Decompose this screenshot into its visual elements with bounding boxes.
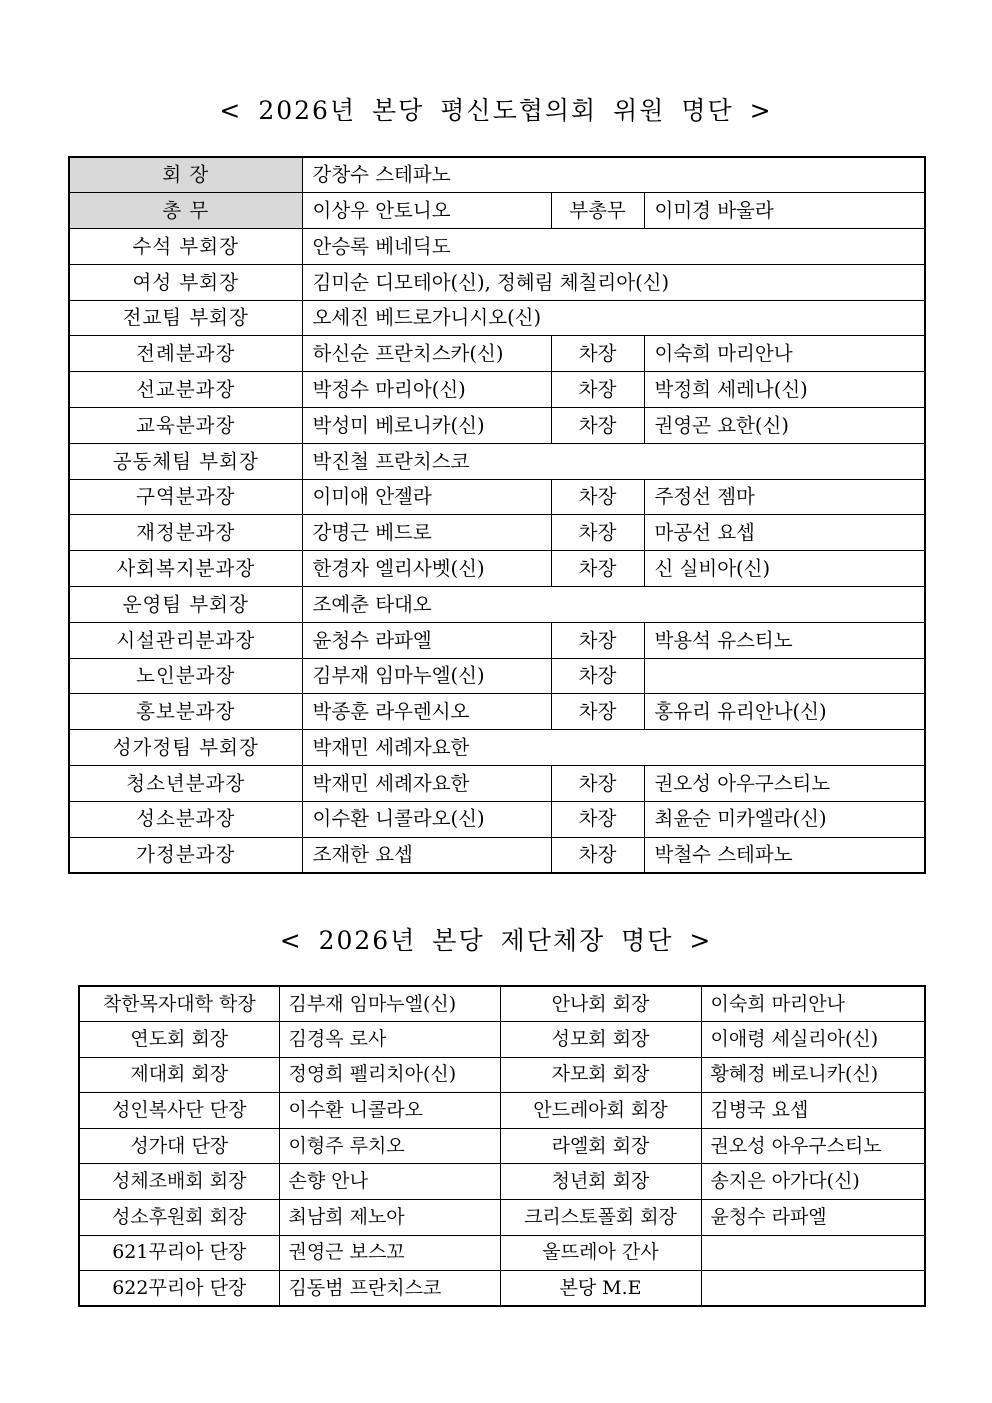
group-leader-name: 이숙희 마리안나 <box>701 986 925 1022</box>
member-name: 김부재 임마누엘(신) <box>302 658 551 694</box>
member-name: 박성미 베로니카(신) <box>302 408 551 444</box>
member-sub-name: 주정선 젬마 <box>644 479 925 515</box>
member-sub-name: 최윤순 미카엘라(신) <box>644 801 925 837</box>
member-name: 안승록 베네딕도 <box>302 229 925 265</box>
group-leader-name: 김동범 프란치스코 <box>279 1271 500 1307</box>
group-leader-name: 이애령 세실리아(신) <box>701 1022 925 1058</box>
group-row <box>79 1128 925 1164</box>
group-leaders-table <box>78 985 926 1307</box>
member-row <box>69 658 925 694</box>
member-role: 교육분과장 <box>69 408 302 444</box>
member-row <box>69 587 925 623</box>
member-row <box>69 443 925 479</box>
group-leader-name: 정영희 펠리치아(신) <box>279 1057 500 1093</box>
member-name: 박종훈 라우렌시오 <box>302 694 551 730</box>
member-role: 노인분과장 <box>69 658 302 694</box>
member-row <box>69 193 925 229</box>
member-row <box>69 157 925 193</box>
group-leader-name: 윤청수 라파엘 <box>701 1200 925 1236</box>
group-row <box>79 1022 925 1058</box>
council-members-table <box>68 156 926 874</box>
member-sub-name <box>644 658 925 694</box>
member-role: 사회복지분과장 <box>69 551 302 587</box>
member-role: 청소년분과장 <box>69 766 302 802</box>
member-name: 이상우 안토니오 <box>302 193 551 229</box>
member-role: 수석 부회장 <box>69 229 302 265</box>
member-role: 홍보분과장 <box>69 694 302 730</box>
member-name: 조재한 요셉 <box>302 837 551 873</box>
group-title: 라엘회 회장 <box>500 1128 701 1164</box>
member-sub-role: 차장 <box>551 694 644 730</box>
group-leader-name: 권영근 보스꼬 <box>279 1235 500 1271</box>
member-sub-name: 권오성 아우구스티노 <box>644 766 925 802</box>
member-role: 가정분과장 <box>69 837 302 873</box>
member-sub-role: 차장 <box>551 372 644 408</box>
group-title: 621꾸리아 단장 <box>79 1235 279 1271</box>
member-row <box>69 229 925 265</box>
member-row <box>69 372 925 408</box>
member-row <box>69 479 925 515</box>
member-row <box>69 694 925 730</box>
member-name: 윤청수 라파엘 <box>302 622 551 658</box>
group-row <box>79 1271 925 1307</box>
member-sub-role: 차장 <box>551 408 644 444</box>
group-title: 자모회 회장 <box>500 1057 701 1093</box>
member-name: 조예춘 타대오 <box>302 587 925 623</box>
member-role: 공동체팀 부회장 <box>69 443 302 479</box>
group-title: 성가대 단장 <box>79 1128 279 1164</box>
group-leader-name: 김경옥 로사 <box>279 1022 500 1058</box>
member-sub-role: 차장 <box>551 658 644 694</box>
member-name: 박정수 마리아(신) <box>302 372 551 408</box>
member-role: 재정분과장 <box>69 515 302 551</box>
member-row <box>69 408 925 444</box>
group-leader-name: 이형주 루치오 <box>279 1128 500 1164</box>
member-name: 강명근 베드로 <box>302 515 551 551</box>
member-sub-role: 차장 <box>551 515 644 551</box>
group-leader-name: 이수환 니콜라오 <box>279 1093 500 1129</box>
group-leader-name: 최남희 제노아 <box>279 1200 500 1236</box>
group-title: 착한목자대학 학장 <box>79 986 279 1022</box>
member-sub-role: 부총무 <box>551 193 644 229</box>
member-name: 박재민 세례자요한 <box>302 766 551 802</box>
member-row <box>69 837 925 873</box>
member-sub-role: 차장 <box>551 479 644 515</box>
group-leader-name: 황혜정 베로니카(신) <box>701 1057 925 1093</box>
group-title: 본당 M.E <box>500 1271 701 1307</box>
group-row <box>79 986 925 1022</box>
group-title: 성인복사단 단장 <box>79 1093 279 1129</box>
member-role: 운영팀 부회장 <box>69 587 302 623</box>
member-role: 시설관리분과장 <box>69 622 302 658</box>
member-role: 선교분과장 <box>69 372 302 408</box>
group-leader-name: 김병국 요셉 <box>701 1093 925 1129</box>
council-title: < 2026년 본당 평신도협의회 위원 명단 > <box>219 96 773 125</box>
member-row <box>69 300 925 336</box>
group-leader-name <box>701 1235 925 1271</box>
member-role: 성가정팀 부회장 <box>69 730 302 766</box>
group-title: 크리스토폴회 회장 <box>500 1200 701 1236</box>
member-sub-name: 신 실비아(신) <box>644 551 925 587</box>
member-sub-name: 이미경 바울라 <box>644 193 925 229</box>
member-role: 전례분과장 <box>69 336 302 372</box>
group-row <box>79 1164 925 1200</box>
member-row <box>69 515 925 551</box>
member-name: 하신순 프란치스카(신) <box>302 336 551 372</box>
member-name: 강창수 스테파노 <box>302 157 925 193</box>
member-sub-name: 박철수 스테파노 <box>644 837 925 873</box>
member-sub-name: 이숙희 마리안나 <box>644 336 925 372</box>
group-title: 안드레아회 회장 <box>500 1093 701 1129</box>
member-sub-role: 차장 <box>551 801 644 837</box>
group-title: 울뜨레아 간사 <box>500 1235 701 1271</box>
group-row <box>79 1057 925 1093</box>
member-role: 회 장 <box>69 157 302 193</box>
member-sub-role: 차장 <box>551 336 644 372</box>
group-leader-name: 송지은 아가다(신) <box>701 1164 925 1200</box>
member-name: 이미애 안젤라 <box>302 479 551 515</box>
group-leader-name: 권오성 아우구스티노 <box>701 1128 925 1164</box>
member-row <box>69 766 925 802</box>
member-sub-name: 마공선 요셉 <box>644 515 925 551</box>
group-title: 안나회 회장 <box>500 986 701 1022</box>
member-name: 박진철 프란치스코 <box>302 443 925 479</box>
member-row <box>69 730 925 766</box>
member-sub-role: 차장 <box>551 837 644 873</box>
member-name: 한경자 엘리사벳(신) <box>302 551 551 587</box>
group-leader-name: 손향 안나 <box>279 1164 500 1200</box>
member-name: 박재민 세례자요한 <box>302 730 925 766</box>
group-title: 성모회 회장 <box>500 1022 701 1058</box>
member-row <box>69 801 925 837</box>
member-role: 총 무 <box>69 193 302 229</box>
member-sub-role: 차장 <box>551 766 644 802</box>
member-row <box>69 551 925 587</box>
member-sub-name: 박정희 세레나(신) <box>644 372 925 408</box>
member-role: 전교팀 부회장 <box>69 300 302 336</box>
groups-title: < 2026년 본당 제단체장 명단 > <box>279 926 713 955</box>
group-row <box>79 1235 925 1271</box>
group-title: 622꾸리아 단장 <box>79 1271 279 1307</box>
group-title: 제대회 회장 <box>79 1057 279 1093</box>
member-sub-role: 차장 <box>551 551 644 587</box>
group-title: 성체조배회 회장 <box>79 1164 279 1200</box>
member-sub-role: 차장 <box>551 622 644 658</box>
member-role: 여성 부회장 <box>69 264 302 300</box>
group-leader-name: 김부재 임마누엘(신) <box>279 986 500 1022</box>
group-title: 성소후원회 회장 <box>79 1200 279 1236</box>
group-row <box>79 1093 925 1129</box>
member-row <box>69 264 925 300</box>
member-row <box>69 336 925 372</box>
member-sub-name: 홍유리 유리안나(신) <box>644 694 925 730</box>
group-title: 청년회 회장 <box>500 1164 701 1200</box>
member-role: 성소분과장 <box>69 801 302 837</box>
member-role: 구역분과장 <box>69 479 302 515</box>
group-row <box>79 1200 925 1236</box>
group-title: 연도회 회장 <box>79 1022 279 1058</box>
member-sub-name: 권영곤 요한(신) <box>644 408 925 444</box>
member-name: 김미순 디모테아(신), 정혜림 체칠리아(신) <box>302 264 925 300</box>
member-name: 이수환 니콜라오(신) <box>302 801 551 837</box>
member-sub-name: 박용석 유스티노 <box>644 622 925 658</box>
member-name: 오세진 베드로가니시오(신) <box>302 300 925 336</box>
group-leader-name <box>701 1271 925 1307</box>
member-row <box>69 622 925 658</box>
